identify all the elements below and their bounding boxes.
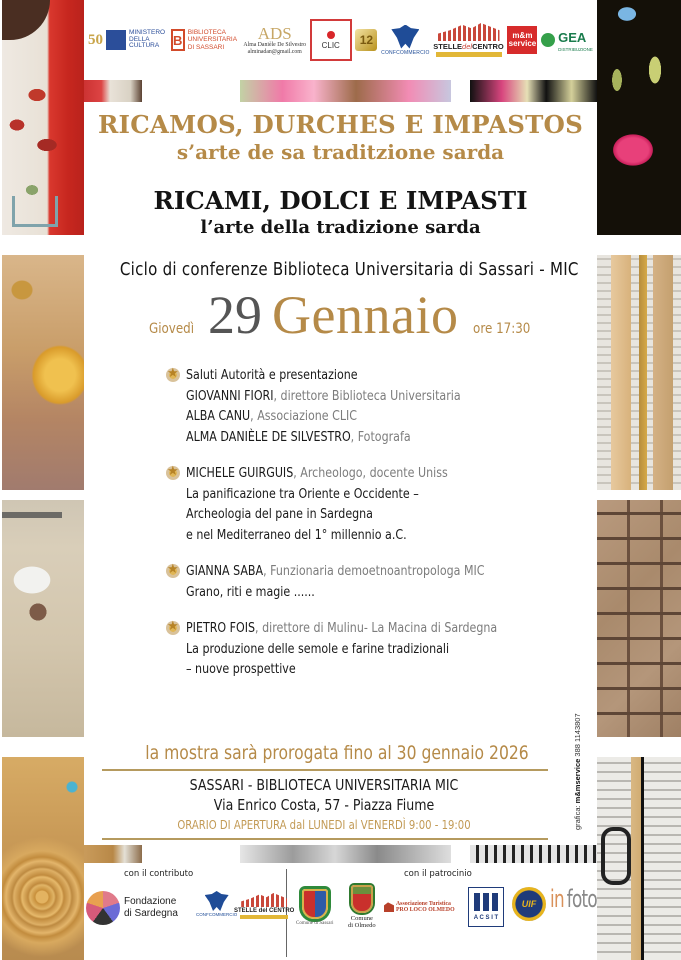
eagle-icon	[391, 25, 419, 49]
figures-icon	[474, 893, 498, 911]
subtitle-sardinian: s’arte de sa traditzione sarda	[176, 140, 505, 164]
photo-embroidered-flower	[597, 0, 681, 235]
photo-strip	[240, 80, 451, 102]
title-italian: RICAMI, DOLCI E IMPASTI	[153, 186, 528, 215]
twelve-logo: 12	[355, 29, 377, 51]
photo-gold-filigree	[2, 255, 84, 490]
patronage-label: con il patrocinio	[404, 869, 472, 879]
photo-brick-wall	[597, 500, 681, 737]
start-time: ore 17:30	[473, 321, 531, 337]
photo-pastry-tools	[597, 255, 681, 490]
skyline-icon	[241, 893, 287, 907]
graphic-credit: grafica: m&mservice 388 1143807	[573, 713, 582, 830]
venue-address: Via Enrico Costa, 57 - Piazza Fiume	[213, 796, 435, 814]
gea-logo: GEA DISTRIBUZIONE	[541, 29, 593, 52]
stelle-del-centro-logo: STELLEdelCENTRO	[433, 23, 503, 57]
ministero-cultura-logo: 50 MINISTERO DELLA CULTURA	[88, 28, 166, 50]
clic-association-logo: CLIC	[310, 19, 352, 61]
stelle-del-centro-logo: STELLE del CENTRO	[234, 893, 294, 919]
acsit-logo: A C S I T	[468, 887, 504, 927]
exhibition-extension: la mostra sarà prorogata fino al 30 gennaio 2026	[145, 742, 529, 764]
house-icon	[384, 902, 394, 912]
day-number: 29	[208, 285, 263, 345]
pro-loco-olmedo-logo: Associazione Turistica PRO LOCO OLMEDO	[384, 901, 455, 914]
photo-strip	[470, 80, 597, 102]
infoto-logo: in foto	[550, 885, 597, 913]
month: Gennaio	[272, 285, 459, 345]
footer-sponsors	[84, 863, 597, 960]
photo-woven-textile	[597, 757, 681, 960]
star-bullet-icon	[166, 621, 180, 635]
main-content-panel	[84, 102, 597, 845]
ads-photographer-logo: ADS Alma Danièle De Silvestro alminadan@gmail.com	[243, 23, 307, 55]
green-ball-icon	[541, 33, 555, 47]
weekday: Giovedì	[149, 321, 195, 337]
photo-strip	[240, 845, 451, 863]
star-bullet-icon	[166, 466, 180, 480]
star-bullet-icon	[166, 564, 180, 578]
comune-sassari-logo: Comune di Sassari	[296, 889, 334, 927]
mic-emblem-icon	[106, 30, 126, 50]
crest-icon	[351, 885, 373, 913]
photo-strip	[470, 845, 597, 863]
uif-logo: UIF	[512, 887, 546, 921]
program-item: ★ GIANNA SABA, Funzionaria demoetnoantropologa MIC Grano, riti e magie ......	[164, 562, 594, 603]
fondazione-sardegna-logo: Fondazione di Sardegna	[86, 891, 178, 925]
title-sardinian: RICAMOS, DURCHES E IMPASTOS	[98, 110, 583, 139]
opening-hours: ORARIO DI APERTURA dal LUNEDI al VENERDÌ 9:00 - 19:00	[177, 818, 471, 832]
biblioteca-universitaria-logo: B BIBLIOTECA UNIVERSITARIA DI SASSARI	[171, 29, 240, 51]
mm-service-logo: m&m service	[507, 26, 537, 54]
divider	[102, 838, 548, 840]
eagle-icon	[205, 891, 229, 911]
star-bullet-icon	[166, 368, 180, 382]
crest-icon	[302, 889, 328, 919]
photo-gold-jewels	[2, 757, 84, 960]
contribution-label: con il contributo	[124, 869, 194, 879]
program-list	[164, 366, 594, 697]
photo-embroidered-vest	[2, 0, 84, 235]
conference-cycle: Ciclo di conferenze Biblioteca Universitaria di Sassari - MIC	[119, 260, 579, 280]
venue-name: SASSARI - BIBLIOTECA UNIVERSITARIA MIC	[189, 776, 459, 794]
confcommercio-logo: CONFCOMMERCIO	[381, 25, 429, 56]
program-item: ★ Saluti Autorità e presentazione GIOVANNI FIORI, direttore Biblioteca Universitaria ALBA CANU, Associazione CLIC ALMA DANIÈLE DE SILVESTRO, Fotografa	[164, 366, 594, 448]
subtitle-italian: l’arte della tradizione sarda	[200, 217, 481, 238]
sponsor-logo-bar	[84, 0, 597, 80]
skyline-icon	[438, 23, 500, 41]
divider	[102, 769, 548, 771]
program-item: ★ PIETRO FOIS, direttore di Mulinu- La Macina di Sardegna La produzione delle semole e farine tradizionali – nuove prospettive	[164, 619, 594, 681]
photo-man-kneading	[2, 500, 84, 737]
event-date	[84, 285, 597, 350]
confcommercio-logo: CONFCOMMERCIO	[196, 891, 237, 917]
red-dot-icon	[327, 31, 335, 39]
program-item: ★ MICHELE GUIRGUIS, Archeologo, docente Uniss La panificazione tra Oriente e Occidente – Archeologia del pane in Sardegna e nel Mediterraneo del 1° millennio a.C.	[164, 464, 594, 546]
fondazione-wheel-icon	[86, 891, 120, 925]
comune-olmedo-logo: Comune di Olmedo	[348, 885, 376, 929]
photo-strip	[84, 80, 142, 102]
photo-strip	[84, 845, 142, 863]
